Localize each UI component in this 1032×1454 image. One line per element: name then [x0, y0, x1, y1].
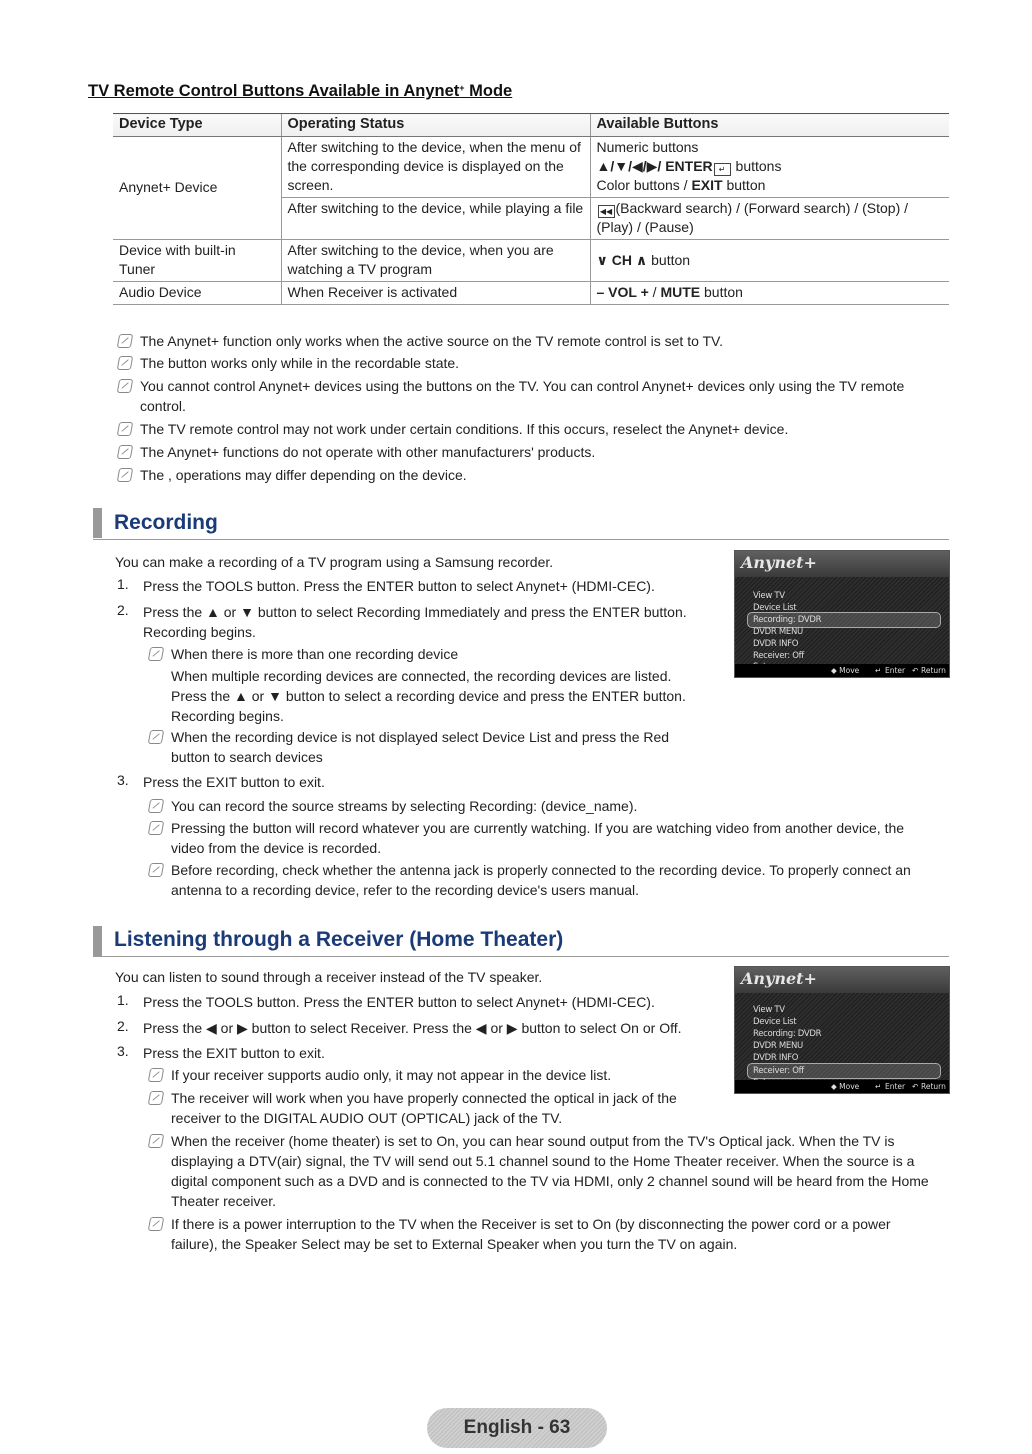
remote-buttons-table [113, 113, 949, 305]
note-icon [117, 468, 133, 482]
cell-status: When Receiver is activated [281, 282, 590, 305]
table-header-row [113, 114, 949, 137]
osd-item: Device List [753, 1017, 797, 1027]
note-icon [148, 1091, 164, 1105]
step-number: 1. [117, 576, 129, 592]
cell-buttons [590, 198, 949, 240]
step-number: 3. [117, 1043, 129, 1059]
vol-suffix: button [704, 284, 743, 300]
recording-step-1: Press the TOOLS button. Press the ENTER button to select Anynet+ (HDMI-CEC). [143, 578, 655, 594]
buttons-exit-suffix: button [726, 177, 766, 193]
note-icon [117, 422, 133, 436]
note: The Anynet+ function only works when the active source on the TV remote control is set to TV. [140, 331, 940, 351]
vol-slash: / [652, 284, 657, 300]
table-row [113, 137, 949, 198]
note: The , operations may differ depending on the device. [140, 465, 940, 485]
note: The receiver will work when you have properly connected the optical in jack of the receiver to the DIGITAL AUDIO OUT (OPTICAL) jack of the TV. [171, 1088, 701, 1128]
header-available-buttons: Available Buttons [590, 114, 949, 137]
note-icon [148, 647, 164, 661]
buttons-enter: ENTER [665, 158, 713, 174]
enter-icon: ↵ [714, 163, 731, 176]
note-icon [117, 379, 133, 393]
note-icon [117, 356, 133, 370]
cell-buttons [590, 137, 949, 198]
recording-step-2: Press the ▲ or ▼ button to select Recording Immediately and press the ENTER button. Recording begins. [143, 604, 687, 640]
note: If your receiver supports audio only, it may not appear in the device list. [171, 1065, 701, 1085]
heading-rule [93, 539, 949, 540]
listening-heading: Listening through a Receiver (Home Theater) [114, 928, 564, 951]
note: When the receiver (home theater) is set to On, you can hear sound output from the TV's Optical jack. When the TV is displaying a DTV(air) signal, the TV will send out 5.1 channel sound to the Home Theater receiver. When the source is a digital component such as a DVD and is connected to the TV via HDMI, only 2 channel sound will be heard from the Home Theater receiver. [171, 1131, 931, 1211]
step-number: 2. [117, 1018, 129, 1034]
osd-footer: ◆ Move ↵ Enter ↶ Return [735, 664, 949, 677]
anynet-logo: Anynet+ [741, 553, 817, 572]
osd-item: DVDR MENU [753, 627, 803, 637]
note: When there is more than one recording device [171, 644, 701, 664]
enter-icon: ↵ [875, 1082, 882, 1091]
cell-device: Anynet+ Device [113, 137, 281, 240]
osd-item: Receiver: Off [753, 651, 804, 661]
cell-device: Audio Device [113, 282, 281, 305]
table-row [113, 240, 949, 282]
osd-item-selected: Receiver: Off [753, 1066, 804, 1076]
recording-note-body: When multiple recording devices are connected, the recording devices are listed. Press the ▲ or ▼ button to select a recording device and press the ENTER button. Recording begins. [171, 668, 686, 724]
osd-item: Recording: DVDR [753, 1029, 822, 1039]
anynet-osd-receiver [734, 966, 950, 1094]
anynet-osd-recording [734, 550, 950, 678]
ch-suffix: button [651, 251, 691, 268]
buttons-arrows: ▲/▼/◀/▶/ [596, 158, 662, 174]
note: Before recording, check whether the antenna jack is properly connected to the recording device. To properly connect an antenna to a recording device, refer to the recording device's users manual. [171, 860, 941, 900]
osd-footer: ◆ Move ↵ Enter ↶ Return [735, 1080, 949, 1093]
vol-buttons: – VOL + [596, 284, 649, 300]
anynet-logo: Anynet+ [741, 969, 817, 988]
page-number: English - 63 [427, 1408, 607, 1448]
cell-device: Device with built-in Tuner [113, 240, 281, 282]
buttons-suffix: buttons [735, 158, 782, 174]
recording-intro: You can make a recording of a TV program using a Samsung recorder. [115, 554, 554, 570]
heading-bar [93, 926, 102, 956]
recording-step-3: Press the EXIT button to exit. [143, 774, 325, 790]
buttons-exit: EXIT [691, 177, 723, 193]
note-icon [148, 1068, 164, 1082]
return-icon: ↶ [912, 666, 919, 675]
cell-status: After switching to the device, while playing a file [281, 198, 590, 240]
enter-icon: ↵ [875, 666, 882, 675]
note: The Anynet+ functions do not operate with other manufacturers' products. [140, 442, 940, 462]
listening-step-3: Press the EXIT button to exit. [143, 1045, 325, 1061]
note: You can record the source streams by selecting Recording: (device_name). [171, 796, 941, 816]
playback-buttons-text: (Backward search) / (Forward search) / (Stop) / (Play) / (Pause) [596, 200, 909, 235]
cell-buttons [590, 282, 949, 305]
table-row [113, 282, 949, 305]
note-icon [148, 799, 164, 813]
heading-rule [93, 956, 949, 957]
buttons-line-numeric: Numeric buttons [596, 139, 699, 155]
note: The button works only while in the recordable state. [140, 353, 940, 373]
osd-item: View TV [753, 1005, 785, 1015]
note-icon [148, 863, 164, 877]
mute-button-label: MUTE [660, 284, 701, 300]
osd-item: View TV [753, 591, 785, 601]
note: The TV remote control may not work under certain conditions. If this occurs, reselect the Anynet+ device. [140, 419, 940, 439]
osd-item: Device List [753, 603, 797, 613]
section-title: TV Remote Control Buttons Available in Anynet+ Mode [88, 82, 513, 100]
buttons-color-label: Color buttons / [596, 177, 688, 193]
note-icon [148, 821, 164, 835]
note-icon [117, 334, 133, 348]
note: You cannot control Anynet+ devices using the buttons on the TV. You can control Anynet+ devices only using the TV remote control. [140, 376, 940, 416]
osd-item: DVDR INFO [753, 639, 799, 649]
return-icon: ↶ [912, 1082, 919, 1091]
backward-search-icon: ◀◀ [598, 205, 615, 218]
note: If there is a power interruption to the TV when the Receiver is set to On (by disconnecting the power cord or a power failure), the Speaker Select may be set to External Speaker when you turn the TV on again. [171, 1214, 941, 1254]
note-icon [148, 1134, 164, 1148]
osd-item: DVDR MENU [753, 1041, 803, 1051]
note-icon [148, 730, 164, 744]
note-icon [148, 1217, 164, 1231]
cell-buttons [590, 240, 949, 282]
header-device-type: Device Type [113, 114, 281, 137]
note-icon [117, 445, 133, 459]
note: When the recording device is not displayed select Device List and press the Red button to search devices [171, 727, 711, 767]
step-number: 1. [117, 992, 129, 1008]
osd-item-selected: Recording: DVDR [753, 615, 822, 625]
header-operating-status: Operating Status [281, 114, 590, 137]
step-number: 3. [117, 772, 129, 788]
cell-status: After switching to the device, when the menu of the corresponding device is displayed on the screen. [281, 137, 590, 198]
listening-intro: You can listen to sound through a receiver instead of the TV speaker. [115, 969, 543, 985]
ch-buttons: ∨ CH ∧ [596, 251, 648, 268]
recording-heading: Recording [114, 511, 218, 534]
heading-bar [93, 508, 102, 538]
listening-step-2: Press the ◀ or ▶ button to select Receiver. Press the ◀ or ▶ button to select On or Off. [143, 1020, 682, 1036]
note: Pressing the button will record whatever you are currently watching. If you are watching video from another device, the video from the device is recorded. [171, 818, 941, 858]
step-number: 2. [117, 602, 129, 618]
listening-step-1: Press the TOOLS button. Press the ENTER button to select Anynet+ (HDMI-CEC). [143, 994, 655, 1010]
osd-item: DVDR INFO [753, 1053, 799, 1063]
cell-status: After switching to the device, when you are watching a TV program [281, 240, 590, 282]
